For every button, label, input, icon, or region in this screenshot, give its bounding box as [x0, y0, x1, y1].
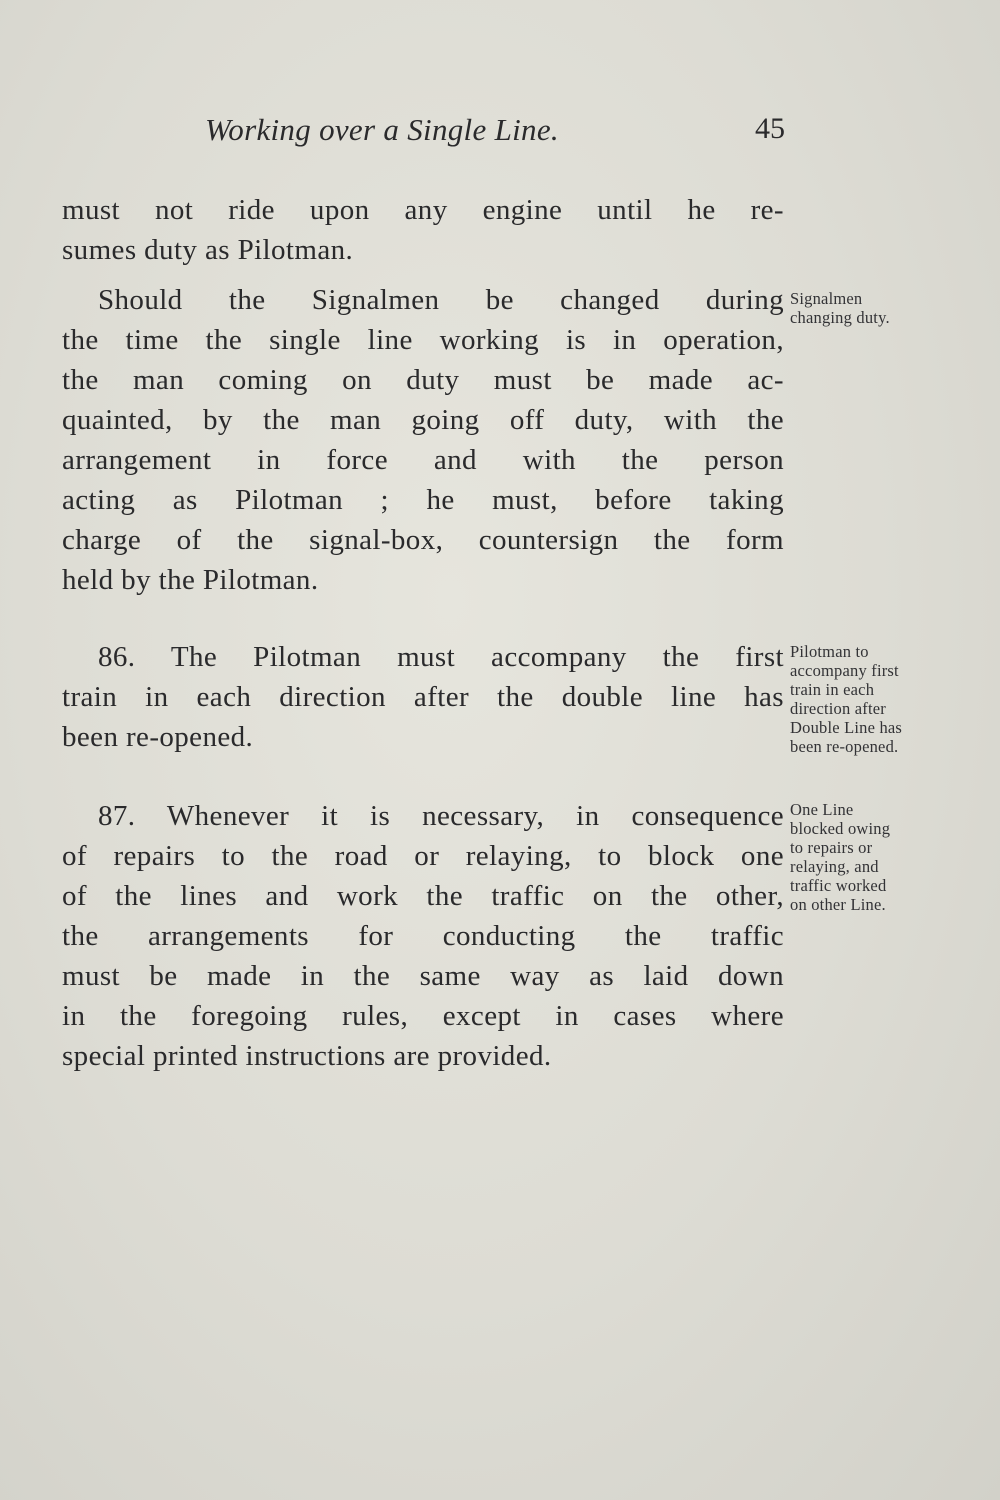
running-title: Working over a Single Line. [205, 112, 559, 147]
text-line: been re-opened. [62, 721, 254, 753]
text-line: the time the single line working is in operation, [62, 324, 784, 356]
text-line: the arrangements for conducting the traffic [62, 920, 784, 952]
sidenote-line: Pilotman to [790, 642, 869, 661]
text-line: quainted, by the man going off duty, with the [62, 404, 784, 436]
sidenote-line: on other Line. [790, 895, 886, 914]
text-line: charge of the signal-box, countersign the form [62, 524, 784, 556]
text-line: must be made in the same way as laid down [62, 960, 784, 992]
text-line: the man coming on duty must be made ac- [62, 364, 784, 396]
sidenote-line: to repairs or [790, 838, 873, 857]
text-line: sumes duty as Pilotman. [62, 234, 354, 266]
sidenote-line: changing duty. [790, 308, 890, 327]
text-line: in the foregoing rules, except in cases where [62, 1000, 784, 1032]
paragraph-rule-86 [62, 637, 784, 757]
text-line: acting as Pilotman ; he must, before taking [62, 484, 784, 516]
text-line: 87. Whenever it is necessary, in consequence [98, 800, 784, 832]
paragraph-signalmen-changing [62, 280, 784, 600]
sidenote-line: relaying, and [790, 857, 879, 876]
text-line: Should the Signalmen be changed during [98, 284, 784, 316]
sidenote-line: been re-opened. [790, 737, 899, 756]
sidenote-line: train in each [790, 680, 875, 699]
sidenote-line: blocked owing [790, 819, 891, 838]
page-number: 45 [755, 112, 785, 145]
paragraph-continuation [62, 190, 784, 270]
sidenote-line: Double Line has [790, 718, 903, 737]
running-head [60, 112, 785, 156]
sidenote-one-line-blocked [790, 800, 970, 914]
text-line: train in each direction after the double line has [62, 681, 784, 713]
sidenote-line: Signalmen [790, 289, 863, 308]
text-line: 86. The Pilotman must accompany the first [98, 641, 784, 673]
text-line: of repairs to the road or relaying, to block one [62, 840, 784, 872]
text-line: arrangement in force and with the person [62, 444, 784, 476]
text-line: special printed instructions are provided. [62, 1040, 552, 1072]
text-line: held by the Pilotman. [62, 564, 319, 596]
sidenote-line: One Line [790, 800, 854, 819]
sidenote-line: traffic worked [790, 876, 887, 895]
sidenote-line: direction after [790, 699, 886, 718]
text-line: must not ride upon any engine until he re- [62, 194, 784, 226]
sidenote-line: accompany first [790, 661, 899, 680]
text-line: of the lines and work the traffic on the other, [62, 880, 784, 912]
sidenote-pilotman-accompany [790, 642, 970, 756]
sidenote-signalmen-changing-duty [790, 289, 970, 327]
paragraph-rule-87 [62, 796, 784, 1076]
